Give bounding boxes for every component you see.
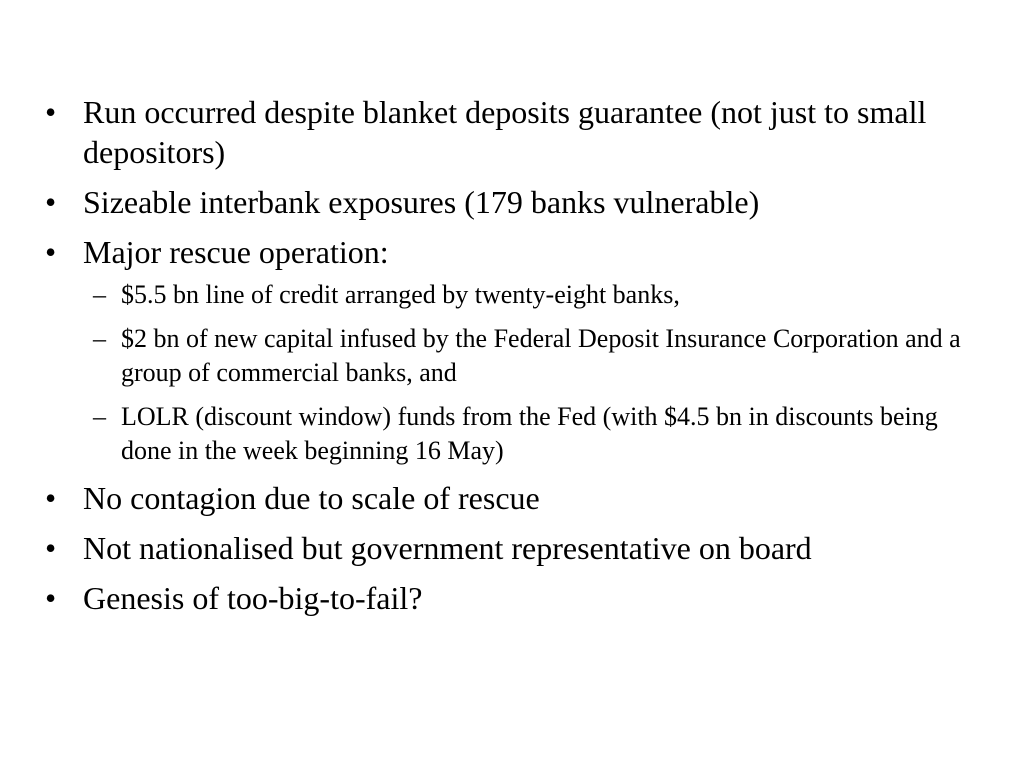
sub-bullet-text: $2 bn of new capital infused by the Federal Deposit Insurance Corporation and a group of commercial banks, and (121, 324, 961, 387)
dash-marker: – (93, 280, 106, 309)
sub-bullet-text: $5.5 bn line of credit arranged by twenty-eight banks, (121, 280, 680, 309)
bullet-item-rescue-operation (45, 232, 975, 468)
bullet-text: No contagion due to scale of rescue (83, 480, 540, 516)
bullet-list (45, 92, 975, 628)
bullet-text: Sizeable interbank exposures (179 banks vulnerable) (83, 184, 760, 220)
sub-bullet-item-new-capital (91, 322, 983, 390)
bullet-item-too-big-to-fail (45, 578, 975, 618)
bullet-marker: • (45, 94, 57, 130)
dash-marker: – (93, 324, 106, 353)
bullet-marker: • (45, 530, 57, 566)
bullet-text: Major rescue operation: (83, 234, 389, 270)
bullet-item-no-contagion (45, 478, 975, 518)
dash-marker: – (93, 402, 106, 431)
sub-bullet-text: LOLR (discount window) funds from the Fed (with $4.5 bn in discounts being done in the week beginning 16 May) (121, 402, 938, 465)
sub-bullet-item-lolr-funds (91, 400, 983, 468)
bullet-item-not-nationalised (45, 528, 975, 568)
bullet-marker: • (45, 580, 57, 616)
bullet-marker: • (45, 480, 57, 516)
bullet-text: Genesis of too-big-to-fail? (83, 580, 423, 616)
bullet-text: Run occurred despite blanket deposits guarantee (not just to small depositors) (83, 94, 927, 170)
bullet-marker: • (45, 184, 57, 220)
sub-bullet-list (83, 278, 975, 468)
bullet-marker: • (45, 234, 57, 270)
sub-bullet-item-line-of-credit (91, 278, 983, 312)
bullet-item-interbank-exposures (45, 182, 975, 222)
bullet-text: Not nationalised but government representative on board (83, 530, 812, 566)
bullet-item-run-occurred (45, 92, 975, 172)
